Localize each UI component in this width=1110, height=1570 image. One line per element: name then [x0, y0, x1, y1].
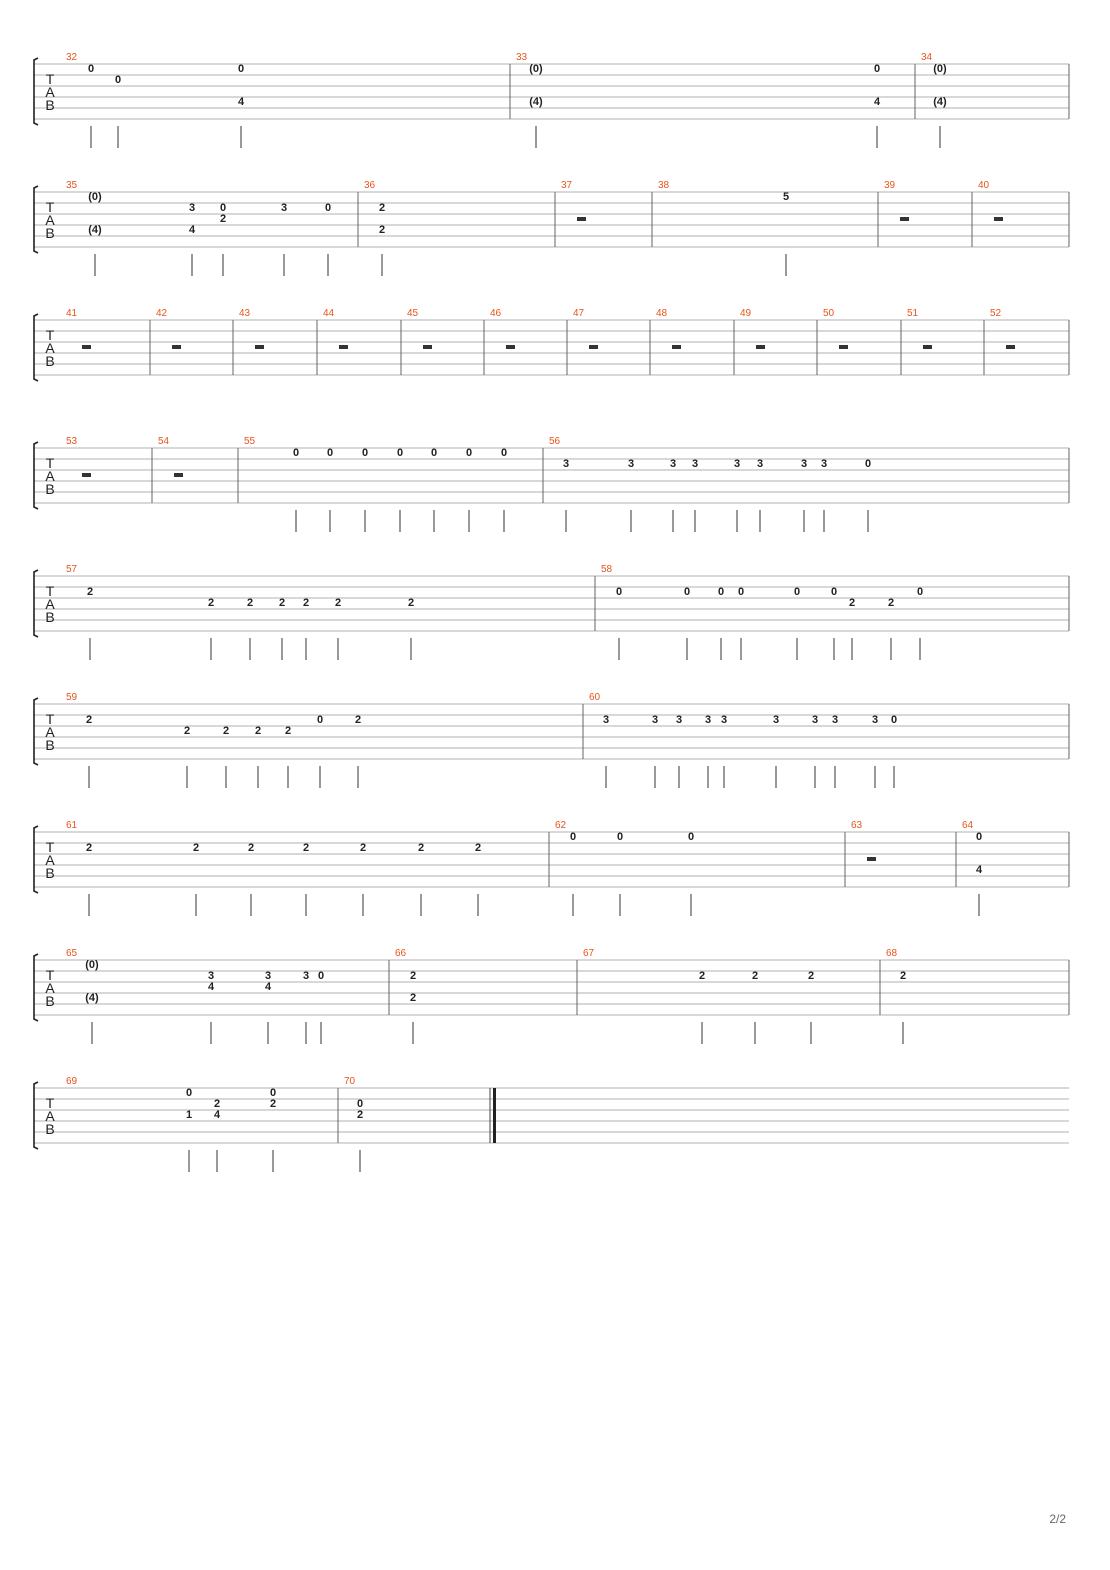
rest	[672, 345, 681, 349]
fret-number: (4)	[85, 992, 99, 1004]
rest	[577, 217, 586, 221]
tab-clef-letter: T	[45, 455, 55, 471]
bar-number: 43	[239, 308, 251, 319]
rest	[172, 345, 181, 349]
bar-number: 64	[962, 820, 974, 831]
fret-number: 2	[85, 842, 93, 854]
tab-clef-letter: B	[45, 1121, 55, 1137]
fret-number: 4	[207, 981, 215, 993]
fret-number: 0	[500, 447, 508, 459]
rest	[867, 857, 876, 861]
fret-number: (0)	[933, 63, 947, 75]
bar-number: 32	[66, 52, 78, 63]
fret-number: (4)	[88, 224, 102, 236]
bar-number: 61	[66, 820, 78, 831]
tab-clef-letter: A	[45, 1108, 55, 1124]
fret-number: 3	[691, 458, 699, 470]
fret-number: 0	[737, 586, 745, 598]
tab-system	[34, 948, 1069, 1044]
fret-number: 0	[269, 1087, 277, 1099]
tab-clef-letter: A	[45, 852, 55, 868]
fret-number: 0	[292, 447, 300, 459]
fret-number: 0	[87, 63, 95, 75]
fret-number: 2	[284, 725, 292, 737]
tab-system	[34, 692, 1069, 788]
bar-number: 58	[601, 564, 613, 575]
fret-number: 0	[569, 831, 577, 843]
fret-number: 2	[409, 970, 417, 982]
bar-number: 69	[66, 1076, 78, 1087]
fret-number: 3	[264, 970, 272, 982]
fret-number: 2	[269, 1098, 277, 1110]
tab-clef-letter: B	[45, 993, 55, 1009]
fret-number: 0	[615, 586, 623, 598]
tab-clef-letter: T	[45, 1095, 55, 1111]
system-brace	[34, 826, 38, 893]
fret-number: 3	[188, 202, 196, 214]
fret-number: 3	[562, 458, 570, 470]
fret-number: 2	[86, 586, 94, 598]
fret-number: 2	[698, 970, 706, 982]
fret-number: 2	[302, 842, 310, 854]
rest	[589, 345, 598, 349]
bar-number: 42	[156, 308, 168, 319]
fret-number: 0	[873, 63, 881, 75]
fret-number: 0	[361, 447, 369, 459]
fret-number: 2	[85, 714, 93, 726]
fret-number: 3	[207, 970, 215, 982]
system-brace	[34, 442, 38, 509]
bar-number: 68	[886, 948, 898, 959]
fret-number: 0	[237, 63, 245, 75]
fret-number: 0	[975, 831, 983, 843]
fret-number: 3	[720, 714, 728, 726]
fret-number: 3	[800, 458, 808, 470]
fret-number: 2	[751, 970, 759, 982]
rest	[756, 345, 765, 349]
fret-number: (4)	[933, 96, 947, 108]
fret-number: 4	[213, 1109, 221, 1121]
fret-number: 2	[219, 213, 227, 225]
tab-clef-letter: T	[45, 71, 55, 87]
fret-number: (0)	[529, 63, 543, 75]
tab-clef-letter: B	[45, 225, 55, 241]
bar-number: 56	[549, 436, 561, 447]
bar-number: 37	[561, 180, 573, 191]
tab-clef-letter: A	[45, 468, 55, 484]
rest	[339, 345, 348, 349]
bar-number: 66	[395, 948, 407, 959]
tab-clef-letter: A	[45, 212, 55, 228]
bar-number: 35	[66, 180, 78, 191]
fret-number: 2	[213, 1098, 221, 1110]
tab-system	[34, 308, 1069, 381]
tab-clef-letter: T	[45, 967, 55, 983]
fret-number: 3	[704, 714, 712, 726]
bar-number: 54	[158, 436, 170, 447]
system-brace	[34, 186, 38, 253]
fret-number: 2	[192, 842, 200, 854]
fret-number: 3	[733, 458, 741, 470]
bar-number: 63	[851, 820, 863, 831]
fret-number: 0	[916, 586, 924, 598]
fret-number: 2	[409, 992, 417, 1004]
bar-number: 51	[907, 308, 919, 319]
fret-number: (4)	[529, 96, 543, 108]
fret-number: 3	[871, 714, 879, 726]
fret-number: 4	[873, 96, 881, 108]
tab-clef-letter: A	[45, 724, 55, 740]
rest	[82, 473, 91, 477]
fret-number: 0	[890, 714, 898, 726]
fret-number: 3	[756, 458, 764, 470]
fret-number: 0	[185, 1087, 193, 1099]
bar-number: 38	[658, 180, 670, 191]
fret-number: 0	[793, 586, 801, 598]
tab-clef-letter: A	[45, 84, 55, 100]
fret-number: 2	[254, 725, 262, 737]
tab-clef-letter: B	[45, 353, 55, 369]
bar-number: 65	[66, 948, 78, 959]
fret-number: (0)	[88, 191, 102, 203]
fret-number: 3	[811, 714, 819, 726]
system-brace	[34, 698, 38, 765]
fret-number: (0)	[85, 959, 99, 971]
bar-number: 60	[589, 692, 601, 703]
fret-number: 2	[378, 224, 386, 236]
system-brace	[34, 954, 38, 1021]
fret-number: 3	[302, 970, 310, 982]
fret-number: 2	[899, 970, 907, 982]
rest	[255, 345, 264, 349]
fret-number: 3	[651, 714, 659, 726]
tab-system	[34, 1076, 1069, 1172]
fret-number: 0	[830, 586, 838, 598]
fret-number: 3	[627, 458, 635, 470]
fret-number: 2	[378, 202, 386, 214]
fret-number: 2	[407, 597, 415, 609]
fret-number: 0	[316, 714, 324, 726]
bar-number: 59	[66, 692, 78, 703]
rest	[82, 345, 91, 349]
tab-system	[34, 564, 1069, 660]
fret-number: 2	[302, 597, 310, 609]
bar-number: 50	[823, 308, 835, 319]
fret-number: 0	[219, 202, 227, 214]
fret-number: 2	[246, 597, 254, 609]
rest	[1006, 345, 1015, 349]
system-brace	[34, 314, 38, 381]
fret-number: 3	[772, 714, 780, 726]
page-number: 2/2	[1049, 1512, 1066, 1526]
fret-number: 4	[237, 96, 245, 108]
tab-system	[34, 180, 1069, 276]
rest	[174, 473, 183, 477]
fret-number: 4	[264, 981, 272, 993]
rest	[423, 345, 432, 349]
bar-number: 33	[516, 52, 528, 63]
fret-number: 5	[782, 191, 790, 203]
bar-number: 67	[583, 948, 595, 959]
bar-number: 45	[407, 308, 419, 319]
fret-number: 0	[864, 458, 872, 470]
fret-number: 2	[354, 714, 362, 726]
tab-clef-letter: B	[45, 481, 55, 497]
tab-clef-letter: A	[45, 980, 55, 996]
fret-number: 2	[887, 597, 895, 609]
bar-number: 55	[244, 436, 256, 447]
fret-number: 0	[616, 831, 624, 843]
bar-number: 44	[323, 308, 335, 319]
fret-number: 0	[717, 586, 725, 598]
system-brace	[34, 570, 38, 637]
fret-number: 0	[396, 447, 404, 459]
fret-number: 2	[848, 597, 856, 609]
fret-number: 0	[465, 447, 473, 459]
system-brace	[34, 58, 38, 125]
bar-number: 53	[66, 436, 78, 447]
fret-number: 0	[356, 1098, 364, 1110]
fret-number: 0	[683, 586, 691, 598]
fret-number: 3	[675, 714, 683, 726]
bar-number: 62	[555, 820, 567, 831]
fret-number: 2	[207, 597, 215, 609]
fret-number: 2	[474, 842, 482, 854]
fret-number: 1	[185, 1109, 193, 1121]
bar-number: 34	[921, 52, 933, 63]
fret-number: 3	[602, 714, 610, 726]
fret-number: 3	[280, 202, 288, 214]
fret-number: 2	[807, 970, 815, 982]
tab-clef-letter: T	[45, 839, 55, 855]
fret-number: 3	[831, 714, 839, 726]
bar-number: 70	[344, 1076, 356, 1087]
bar-number: 47	[573, 308, 585, 319]
fret-number: 2	[278, 597, 286, 609]
tab-clef-letter: T	[45, 711, 55, 727]
fret-number: 2	[334, 597, 342, 609]
system-brace	[34, 1082, 38, 1149]
tab-clef-letter: B	[45, 737, 55, 753]
tab-clef-letter: B	[45, 609, 55, 625]
bar-number: 36	[364, 180, 376, 191]
rest	[900, 217, 909, 221]
rest	[506, 345, 515, 349]
tab-clef-letter: A	[45, 596, 55, 612]
bar-number: 48	[656, 308, 668, 319]
rest	[839, 345, 848, 349]
bar-number: 39	[884, 180, 896, 191]
fret-number: 2	[247, 842, 255, 854]
tab-system	[34, 52, 1069, 148]
fret-number: 0	[324, 202, 332, 214]
fret-number: 0	[317, 970, 325, 982]
rest	[923, 345, 932, 349]
fret-number: 0	[114, 74, 122, 86]
bar-number: 57	[66, 564, 78, 575]
fret-number: 4	[975, 864, 983, 876]
fret-number: 2	[359, 842, 367, 854]
tab-clef-letter: B	[45, 97, 55, 113]
fret-number: 4	[188, 224, 196, 236]
fret-number: 3	[820, 458, 828, 470]
tab-clef-letter: T	[45, 199, 55, 215]
fret-number: 0	[430, 447, 438, 459]
fret-number: 2	[183, 725, 191, 737]
tab-clef-letter: T	[45, 583, 55, 599]
rest	[994, 217, 1003, 221]
tab-clef-letter: B	[45, 865, 55, 881]
tab-clef-letter: T	[45, 327, 55, 343]
final-barline	[493, 1088, 496, 1143]
bar-number: 41	[66, 308, 78, 319]
fret-number: 0	[326, 447, 334, 459]
fret-number: 2	[356, 1109, 364, 1121]
fret-number: 0	[687, 831, 695, 843]
bar-number: 49	[740, 308, 752, 319]
tab-system	[34, 820, 1069, 916]
fret-number: 3	[669, 458, 677, 470]
tab-system	[34, 436, 1069, 532]
bar-number: 52	[990, 308, 1002, 319]
fret-number: 2	[417, 842, 425, 854]
tab-clef-letter: A	[45, 340, 55, 356]
fret-number: 2	[222, 725, 230, 737]
bar-number: 46	[490, 308, 502, 319]
bar-number: 40	[978, 180, 990, 191]
